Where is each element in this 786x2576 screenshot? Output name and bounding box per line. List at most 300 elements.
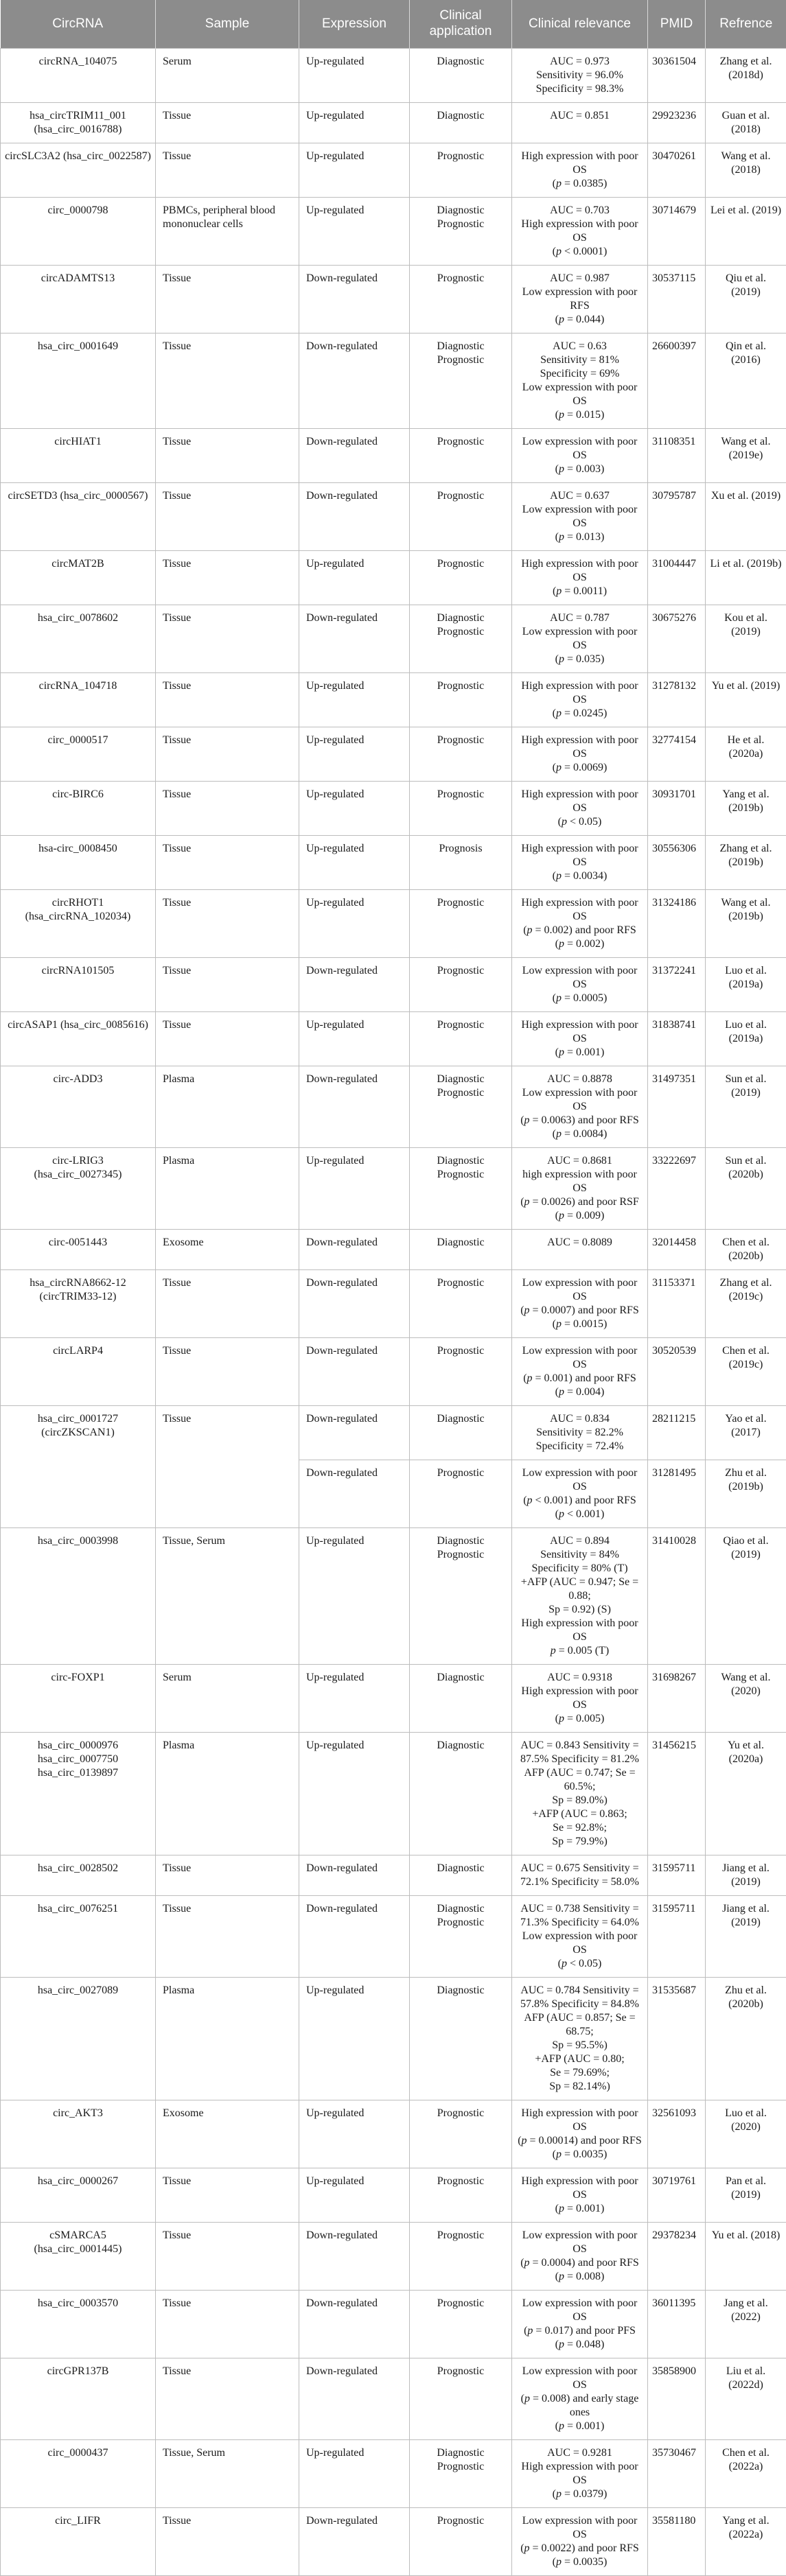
application-text: Prognostic bbox=[414, 2297, 507, 2310]
expression-cell bbox=[299, 836, 410, 890]
expression-cell bbox=[299, 890, 410, 958]
application-cell bbox=[410, 1896, 512, 1978]
reference-cell bbox=[706, 1338, 786, 1406]
relevance-cell bbox=[512, 1406, 648, 1460]
reference-cell bbox=[706, 673, 786, 727]
circrna-cell bbox=[1, 1230, 156, 1270]
application-cell bbox=[410, 2223, 512, 2291]
relevance-line: AUC = 0.834 bbox=[516, 1412, 643, 1426]
relevance-line: (p = 0.005) bbox=[516, 1712, 643, 1726]
expression-cell bbox=[299, 551, 410, 605]
circrna-name: circ-LRIG3 bbox=[5, 1154, 151, 1168]
pmid-text: 31838741 bbox=[652, 1018, 701, 1032]
relevance-line: High expression with poor OS bbox=[516, 2175, 643, 2202]
relevance-line: (p = 0.035) bbox=[516, 653, 643, 666]
pmid-text: 33222697 bbox=[652, 1154, 701, 1168]
application-text: Prognostic bbox=[414, 1168, 507, 1182]
pmid-cell bbox=[648, 483, 706, 551]
table-row bbox=[1, 1665, 786, 1733]
reference-cell bbox=[706, 551, 786, 605]
reference-text: (2019a) bbox=[710, 1032, 782, 1046]
relevance-cell bbox=[512, 605, 648, 673]
pmid-text: 31410028 bbox=[652, 1534, 701, 1548]
circrna-name: circ_0000437 bbox=[5, 2446, 151, 2460]
sample-cell bbox=[156, 1406, 299, 1528]
application-text: Prognostic bbox=[414, 150, 507, 163]
application-text: Diagnostic bbox=[414, 1154, 507, 1168]
relevance-line: Low expression with poor OS bbox=[516, 964, 643, 992]
reference-cell bbox=[706, 1460, 786, 1528]
relevance-cell bbox=[512, 727, 648, 782]
expression-text: Up-regulated bbox=[306, 788, 405, 801]
relevance-line: AUC = 0.738 Sensitivity = bbox=[516, 1902, 643, 1916]
relevance-line: AUC = 0.9318 bbox=[516, 1671, 643, 1685]
reference-text: Yao et al. bbox=[710, 1412, 782, 1426]
circrna-name: hsa_circ_0000267 bbox=[5, 2175, 151, 2188]
table-row bbox=[1, 1338, 786, 1406]
application-text: Diagnostic bbox=[414, 1902, 507, 1916]
sample-cell bbox=[156, 483, 299, 551]
sample-text: PBMCs, peripheral blood bbox=[163, 204, 294, 218]
application-cell bbox=[410, 266, 512, 333]
relevance-line: (p = 0.008) and early stage ones bbox=[516, 2392, 643, 2420]
application-text: Prognostic bbox=[414, 964, 507, 978]
relevance-line: (p = 0.008) bbox=[516, 2270, 643, 2284]
reference-text: Zhang et al. bbox=[710, 55, 782, 69]
relevance-line: (p = 0.0385) bbox=[516, 177, 643, 191]
application-cell bbox=[410, 1978, 512, 2100]
expression-cell bbox=[299, 1896, 410, 1978]
sample-text: Tissue bbox=[163, 1862, 294, 1875]
circrna-cell bbox=[1, 890, 156, 958]
relevance-line: (p = 0.044) bbox=[516, 313, 643, 327]
application-cell bbox=[410, 103, 512, 143]
reference-text: Xu et al. (2019) bbox=[710, 489, 782, 503]
expression-text: Down-regulated bbox=[306, 1236, 405, 1250]
expression-cell bbox=[299, 1148, 410, 1230]
sample-cell bbox=[156, 2100, 299, 2168]
sample-text: Plasma bbox=[163, 1154, 294, 1168]
expression-cell bbox=[299, 1230, 410, 1270]
expression-text: Up-regulated bbox=[306, 896, 405, 910]
relevance-line: (p < 0.05) bbox=[516, 1957, 643, 1971]
pmid-text: 31497351 bbox=[652, 1073, 701, 1086]
circrna-cell bbox=[1, 333, 156, 429]
relevance-line: High expression with poor OS bbox=[516, 679, 643, 707]
circrna-cell bbox=[1, 1012, 156, 1066]
circrna-name: (hsa_circ_0016788) bbox=[5, 123, 151, 137]
circrna-cell bbox=[1, 673, 156, 727]
expression-text: Down-regulated bbox=[306, 1902, 405, 1916]
relevance-line: (p < 0.001) and poor RFS bbox=[516, 1494, 643, 1508]
relevance-cell bbox=[512, 1338, 648, 1406]
table-row bbox=[1, 605, 786, 673]
table-row bbox=[1, 333, 786, 429]
circrna-cell bbox=[1, 2291, 156, 2358]
header-row bbox=[1, 0, 786, 49]
circrna-name: circSLC3A2 (hsa_circ_0022587) bbox=[5, 150, 151, 163]
relevance-line: +AFP (AUC = 0.863; bbox=[516, 1807, 643, 1821]
reference-text: Kou et al. bbox=[710, 611, 782, 625]
relevance-line: Low expression with poor OS bbox=[516, 435, 643, 462]
relevance-line: Low expression with poor OS bbox=[516, 625, 643, 653]
expression-cell bbox=[299, 1978, 410, 2100]
pmid-cell bbox=[648, 782, 706, 836]
relevance-cell bbox=[512, 1528, 648, 1665]
table-row bbox=[1, 1230, 786, 1270]
relevance-line: (p = 0.009) bbox=[516, 1209, 643, 1223]
application-text: Prognostic bbox=[414, 1466, 507, 1480]
relevance-line: (p < 0.001) bbox=[516, 1508, 643, 1521]
reference-text: (2019a) bbox=[710, 978, 782, 992]
circrna-cell bbox=[1, 2223, 156, 2291]
expression-text: Down-regulated bbox=[306, 2297, 405, 2310]
sample-text: Serum bbox=[163, 55, 294, 69]
relevance-line: Se = 92.8%; bbox=[516, 1821, 643, 1835]
expression-cell bbox=[299, 1066, 410, 1148]
expression-text: Down-regulated bbox=[306, 435, 405, 449]
header-clinical-relevance: Clinical relevance bbox=[512, 0, 648, 49]
circrna-cell bbox=[1, 605, 156, 673]
reference-cell bbox=[706, 836, 786, 890]
circrna-name: circRNA101505 bbox=[5, 964, 151, 978]
relevance-line: Sp = 0.92) (S) bbox=[516, 1603, 643, 1617]
reference-text: Luo et al. bbox=[710, 2107, 782, 2120]
application-text: Diagnostic bbox=[414, 204, 507, 218]
expression-text: Up-regulated bbox=[306, 109, 405, 123]
application-text: Prognostic bbox=[414, 435, 507, 449]
application-cell bbox=[410, 836, 512, 890]
pmid-text: 32561093 bbox=[652, 2107, 701, 2120]
application-cell bbox=[410, 2291, 512, 2358]
relevance-line: (p = 0.00014) and poor RFS bbox=[516, 2134, 643, 2148]
reference-cell bbox=[706, 1855, 786, 1896]
table-row bbox=[1, 2291, 786, 2358]
relevance-line: High expression with poor OS bbox=[516, 2107, 643, 2134]
header-expression: Expression bbox=[299, 0, 410, 49]
pmid-cell bbox=[648, 1012, 706, 1066]
pmid-text: 31456215 bbox=[652, 1739, 701, 1753]
pmid-cell bbox=[648, 2508, 706, 2576]
application-text: Diagnostic bbox=[414, 55, 507, 69]
reference-text: Qiao et al. bbox=[710, 1534, 782, 1548]
relevance-cell bbox=[512, 1148, 648, 1230]
sample-text: Tissue bbox=[163, 435, 294, 449]
expression-cell bbox=[299, 198, 410, 266]
application-cell bbox=[410, 333, 512, 429]
table-row bbox=[1, 429, 786, 483]
reference-cell bbox=[706, 605, 786, 673]
application-text: Diagnostic bbox=[414, 1534, 507, 1548]
pmid-cell bbox=[648, 1855, 706, 1896]
application-cell bbox=[410, 1733, 512, 1855]
expression-text: Down-regulated bbox=[306, 1073, 405, 1086]
expression-text: Down-regulated bbox=[306, 1412, 405, 1426]
circrna-cell bbox=[1, 266, 156, 333]
table-row bbox=[1, 1978, 786, 2100]
table-body bbox=[1, 49, 786, 2576]
reference-cell bbox=[706, 2440, 786, 2508]
relevance-cell bbox=[512, 836, 648, 890]
circrna-name: hsa_circ_0076251 bbox=[5, 1902, 151, 1916]
table-row bbox=[1, 2508, 786, 2576]
sample-cell bbox=[156, 1528, 299, 1665]
sample-cell bbox=[156, 2358, 299, 2440]
pmid-text: 31324186 bbox=[652, 896, 701, 910]
pmid-text: 36011395 bbox=[652, 2297, 701, 2310]
sample-text: Tissue bbox=[163, 2365, 294, 2378]
relevance-line: High expression with poor OS bbox=[516, 734, 643, 761]
relevance-line: High expression with poor OS bbox=[516, 1617, 643, 1644]
circrna-name: circGPR137B bbox=[5, 2365, 151, 2378]
reference-cell bbox=[706, 1896, 786, 1978]
application-cell bbox=[410, 2168, 512, 2223]
relevance-line: (p = 0.002) bbox=[516, 937, 643, 951]
table-row bbox=[1, 1733, 786, 1855]
circrna-cell bbox=[1, 198, 156, 266]
table-row bbox=[1, 2100, 786, 2168]
relevance-line: Sensitivity = 96.0% bbox=[516, 69, 643, 82]
reference-cell bbox=[706, 483, 786, 551]
sample-text: Tissue bbox=[163, 2175, 294, 2188]
reference-text: Wang et al. bbox=[710, 1671, 782, 1685]
application-text: Diagnostic bbox=[414, 1739, 507, 1753]
relevance-line: AUC = 0.703 bbox=[516, 204, 643, 218]
sample-text: Tissue bbox=[163, 1018, 294, 1032]
pmid-cell bbox=[648, 1896, 706, 1978]
table-row bbox=[1, 198, 786, 266]
reference-text: He et al. bbox=[710, 734, 782, 747]
sample-text: Tissue bbox=[163, 1412, 294, 1426]
expression-cell bbox=[299, 727, 410, 782]
relevance-line: (p = 0.0022) and poor RFS bbox=[516, 2542, 643, 2555]
pmid-cell bbox=[648, 1460, 706, 1528]
relevance-line: Sensitivity = 81% bbox=[516, 353, 643, 367]
application-cell bbox=[410, 1528, 512, 1665]
pmid-cell bbox=[648, 198, 706, 266]
circrna-name: circ_AKT3 bbox=[5, 2107, 151, 2120]
expression-cell bbox=[299, 333, 410, 429]
circrna-name: cSMARCA5 bbox=[5, 2229, 151, 2243]
circrna-name: hsa_circ_0000976 bbox=[5, 1739, 151, 1753]
application-text: Prognostic bbox=[414, 2460, 507, 2474]
pmid-text: 31372241 bbox=[652, 964, 701, 978]
application-text: Prognostic bbox=[414, 2514, 507, 2528]
application-cell bbox=[410, 2440, 512, 2508]
relevance-line: (p = 0.0379) bbox=[516, 2487, 643, 2501]
relevance-line: Specificity = 72.4% bbox=[516, 1440, 643, 1453]
relevance-line: AUC = 0.787 bbox=[516, 611, 643, 625]
application-text: Prognostic bbox=[414, 489, 507, 503]
application-cell bbox=[410, 143, 512, 198]
circrna-name: circASAP1 (hsa_circ_0085616) bbox=[5, 1018, 151, 1032]
circrna-name: hsa_circTRIM11_001 bbox=[5, 109, 151, 123]
table-row bbox=[1, 1855, 786, 1896]
relevance-line: p = 0.005 (T) bbox=[516, 1644, 643, 1658]
sample-text: Tissue bbox=[163, 1276, 294, 1290]
sample-text: Plasma bbox=[163, 1984, 294, 1998]
reference-text: Zhang et al. bbox=[710, 1276, 782, 1290]
reference-text: Yang et al. bbox=[710, 2514, 782, 2528]
sample-text: Tissue bbox=[163, 109, 294, 123]
reference-text: (2019) bbox=[710, 1548, 782, 1562]
reference-cell bbox=[706, 2223, 786, 2291]
sample-cell bbox=[156, 49, 299, 103]
application-cell bbox=[410, 551, 512, 605]
sample-cell bbox=[156, 143, 299, 198]
sample-cell bbox=[156, 836, 299, 890]
relevance-line: High expression with poor OS bbox=[516, 2460, 643, 2487]
sample-text: Tissue bbox=[163, 489, 294, 503]
sample-cell bbox=[156, 333, 299, 429]
sample-text: Exosome bbox=[163, 1236, 294, 1250]
relevance-cell bbox=[512, 782, 648, 836]
relevance-cell bbox=[512, 1733, 648, 1855]
relevance-cell bbox=[512, 1896, 648, 1978]
application-text: Diagnostic bbox=[414, 1862, 507, 1875]
expression-text: Down-regulated bbox=[306, 1344, 405, 1358]
pmid-text: 31278132 bbox=[652, 679, 701, 693]
pmid-cell bbox=[648, 2100, 706, 2168]
relevance-cell bbox=[512, 143, 648, 198]
pmid-cell bbox=[648, 551, 706, 605]
expression-text: Up-regulated bbox=[306, 1739, 405, 1753]
pmid-text: 30520539 bbox=[652, 1344, 701, 1358]
circrna-name: hsa_circ_0027089 bbox=[5, 1984, 151, 1998]
relevance-line: AUC = 0.987 bbox=[516, 272, 643, 285]
relevance-cell bbox=[512, 2223, 648, 2291]
circrna-cell bbox=[1, 49, 156, 103]
relevance-line: Sensitivity = 82.2% bbox=[516, 1426, 643, 1440]
reference-text: (2019b) bbox=[710, 1480, 782, 1494]
sample-cell bbox=[156, 2508, 299, 2576]
reference-text: (2019c) bbox=[710, 1290, 782, 1304]
header-circrna: CircRNA bbox=[1, 0, 156, 49]
expression-cell bbox=[299, 605, 410, 673]
pmid-cell bbox=[648, 266, 706, 333]
expression-text: Down-regulated bbox=[306, 1276, 405, 1290]
reference-text: Jang et al. bbox=[710, 2297, 782, 2310]
circrna-name: circ-ADD3 bbox=[5, 1073, 151, 1086]
circrna-name: hsa_circ_0003998 bbox=[5, 1534, 151, 1548]
application-cell bbox=[410, 673, 512, 727]
circrna-name: hsa_circ_0078602 bbox=[5, 611, 151, 625]
header-clinical-application: Clinical application bbox=[410, 0, 512, 49]
circrna-name: circ_0000798 bbox=[5, 204, 151, 218]
application-text: Diagnostic bbox=[414, 1412, 507, 1426]
circrna-name: circMAT2B bbox=[5, 557, 151, 571]
application-text: Prognostic bbox=[414, 1276, 507, 1290]
expression-text: Up-regulated bbox=[306, 1984, 405, 1998]
sample-text: Tissue bbox=[163, 150, 294, 163]
sample-cell bbox=[156, 673, 299, 727]
application-cell bbox=[410, 2358, 512, 2440]
circrna-cell bbox=[1, 551, 156, 605]
expression-text: Up-regulated bbox=[306, 1018, 405, 1032]
pmid-cell bbox=[648, 958, 706, 1012]
pmid-text: 35581180 bbox=[652, 2514, 701, 2528]
application-text: Prognostic bbox=[414, 272, 507, 285]
application-text: Prognostic bbox=[414, 896, 507, 910]
sample-cell bbox=[156, 727, 299, 782]
relevance-line: (p = 0.0004) and poor RFS bbox=[516, 2256, 643, 2270]
application-cell bbox=[410, 1855, 512, 1896]
pmid-text: 26600397 bbox=[652, 340, 701, 353]
relevance-cell bbox=[512, 483, 648, 551]
pmid-text: 30795787 bbox=[652, 489, 701, 503]
pmid-cell bbox=[648, 836, 706, 890]
expression-cell bbox=[299, 2358, 410, 2440]
pmid-cell bbox=[648, 605, 706, 673]
circrna-cell bbox=[1, 2168, 156, 2223]
reference-cell bbox=[706, 1733, 786, 1855]
sample-cell bbox=[156, 1665, 299, 1733]
table-row bbox=[1, 1066, 786, 1148]
application-cell bbox=[410, 1148, 512, 1230]
expression-cell bbox=[299, 1270, 410, 1338]
pmid-text: 31281495 bbox=[652, 1466, 701, 1480]
application-text: Prognostic bbox=[414, 679, 507, 693]
application-text: Diagnostic bbox=[414, 2446, 507, 2460]
application-text: Prognostic bbox=[414, 1916, 507, 1930]
circrna-name: hsa_circ_0001727 bbox=[5, 1412, 151, 1426]
sample-text: Tissue, Serum bbox=[163, 1534, 294, 1548]
application-text: Diagnostic bbox=[414, 1984, 507, 1998]
circrna-cell bbox=[1, 1896, 156, 1978]
application-cell bbox=[410, 198, 512, 266]
circrna-name: hsa_circ_0139897 bbox=[5, 1766, 151, 1780]
reference-text: Zhang et al. bbox=[710, 842, 782, 856]
reference-text: Wang et al. bbox=[710, 896, 782, 910]
expression-cell bbox=[299, 483, 410, 551]
reference-cell bbox=[706, 782, 786, 836]
pmid-cell bbox=[648, 1270, 706, 1338]
reference-text: (2019) bbox=[710, 2188, 782, 2202]
sample-text: Tissue bbox=[163, 1344, 294, 1358]
reference-text: Li et al. (2019b) bbox=[710, 557, 782, 571]
pmid-text: 28211215 bbox=[652, 1412, 701, 1426]
pmid-cell bbox=[648, 1528, 706, 1665]
expression-cell bbox=[299, 1528, 410, 1665]
pmid-text: 29923236 bbox=[652, 109, 701, 123]
reference-text: Jiang et al. bbox=[710, 1862, 782, 1875]
table-row bbox=[1, 782, 786, 836]
relevance-cell bbox=[512, 673, 648, 727]
relevance-line: AUC = 0.973 bbox=[516, 55, 643, 69]
relevance-line: (p = 0.0026) and poor RSF bbox=[516, 1195, 643, 1209]
table-header bbox=[1, 0, 786, 49]
relevance-cell bbox=[512, 1270, 648, 1338]
pmid-cell bbox=[648, 673, 706, 727]
circrna-cell bbox=[1, 1855, 156, 1896]
relevance-cell bbox=[512, 2508, 648, 2576]
reference-text: (2019b) bbox=[710, 856, 782, 869]
circrna-name: circ_LIFR bbox=[5, 2514, 151, 2528]
reference-text: (2019c) bbox=[710, 1358, 782, 1372]
sample-cell bbox=[156, 1148, 299, 1230]
application-text: Prognostic bbox=[414, 218, 507, 231]
circrna-name: hsa_circ_0001649 bbox=[5, 340, 151, 353]
expression-cell bbox=[299, 2440, 410, 2508]
reference-cell bbox=[706, 1406, 786, 1460]
table-row bbox=[1, 1148, 786, 1230]
pmid-cell bbox=[648, 2223, 706, 2291]
relevance-cell bbox=[512, 1230, 648, 1270]
relevance-cell bbox=[512, 958, 648, 1012]
pmid-cell bbox=[648, 49, 706, 103]
table-row bbox=[1, 49, 786, 103]
reference-text: Qiu et al. bbox=[710, 272, 782, 285]
